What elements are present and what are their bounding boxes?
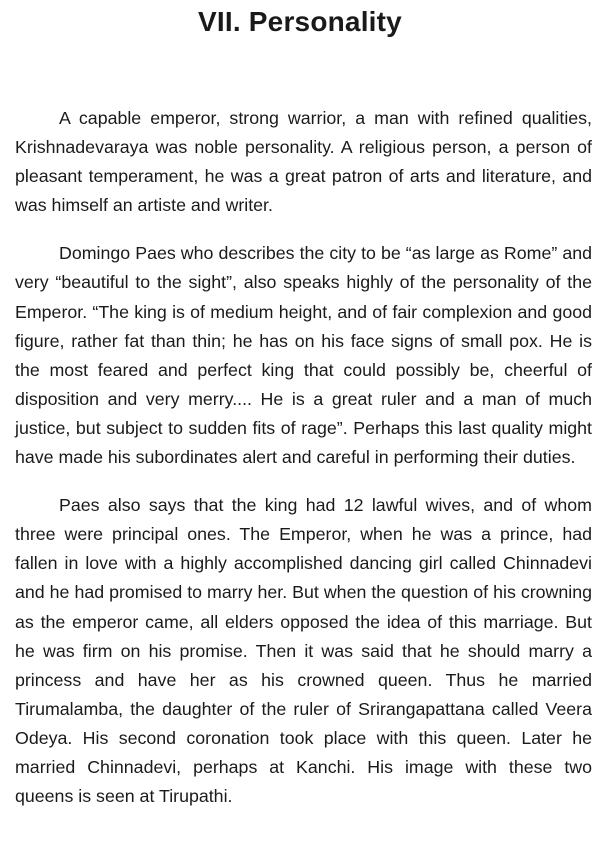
body-text <box>15 104 592 830</box>
paragraph-intro: A capable emperor, strong warrior, a man with refined qualities, Krishnadevaraya was noble personality. A religious person, a person of pleasant temperament, he was a great patron of arts and literature, and was himself an artiste and writer. <box>15 108 592 216</box>
paragraph-wives: Paes also says that the king had 12 lawful wives, and of whom three were principal ones. The Emperor, when he was a prince, had fallen in love with a highly accomplished dancing girl called Chinnadevi and he had promised to marry her. But when the question of his crowning as the emperor came, all elders opposed the idea of this marriage. But he was firm on his promise. Then it was said that he should marry a princess and have her as his crowned queen. Thus he married Tirumalamba, the daughter of the ruler of Srirangapattana called Veera Odeya. His second coronation took place with this queen. Later he married Chinnadevi, perhaps at Kanchi. His image with these two queens is seen at Tirupathi. <box>15 495 592 807</box>
section-heading: VII. Personality <box>198 6 402 37</box>
paragraph-paes-description: Domingo Paes who describes the city to be “as large as Rome” and very “beautiful to the sight”, also speaks highly of the personality of the Emperor. “The king is of medium height, and of fair complexion and good figure, rather fat than thin; he has on his face signs of small pox. He is the most feared and perfect king that could possibly be, cheerful of disposition and very merry.... He is a great ruler and a man of much justice, but subject to sudden fits of rage”. Perhaps this last quality might have made his subordinates alert and careful in performing their duties. <box>15 243 592 468</box>
